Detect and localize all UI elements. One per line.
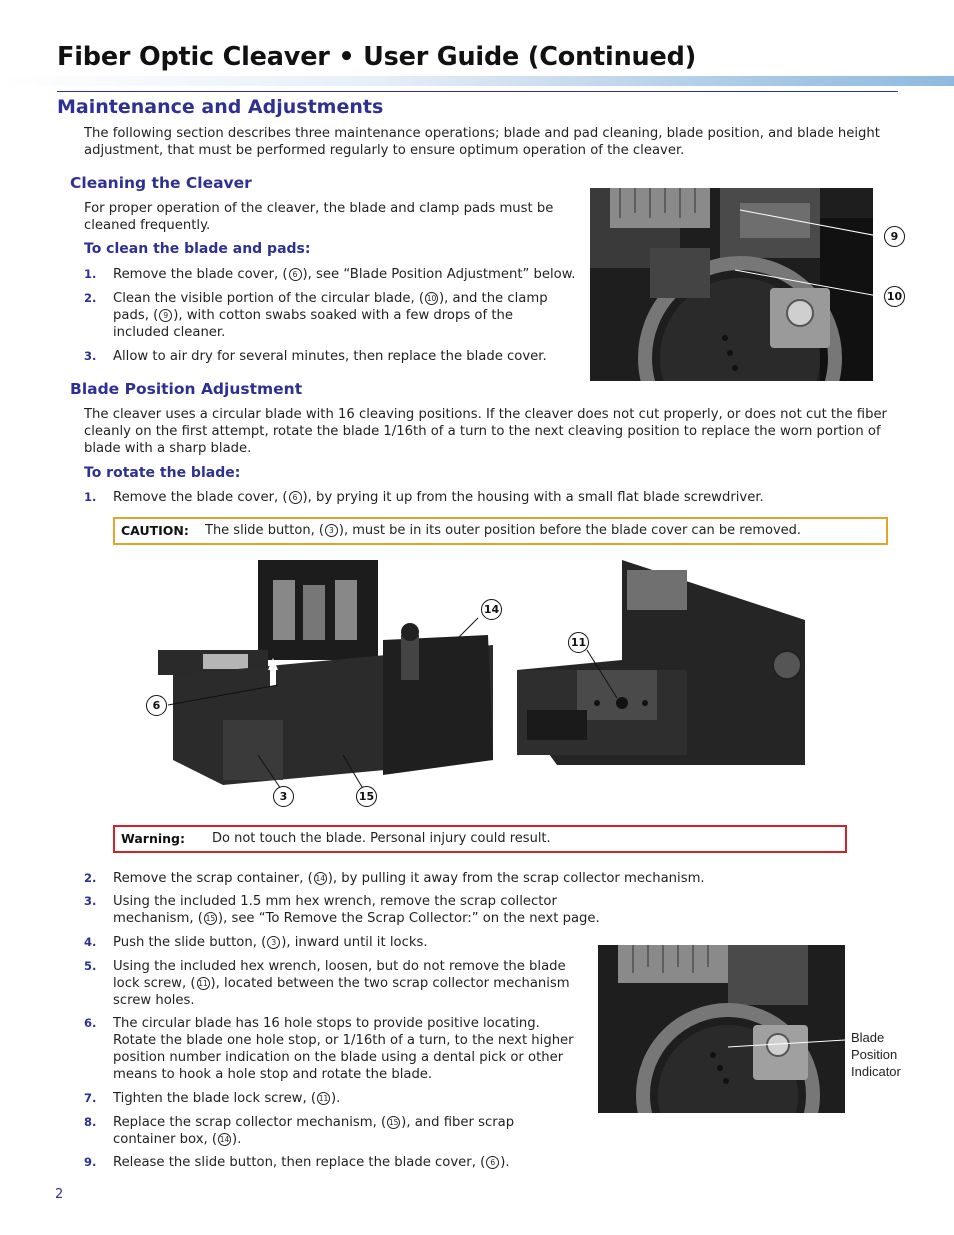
ref-circle: 9 bbox=[159, 309, 172, 322]
maintenance-intro: The following section describes three maintenance operations; blade and pad cleaning, blade position, and blade height adjustment, that must be performed regularly to ensure optimum operation of the cleaver. bbox=[84, 126, 880, 158]
callout-14: 14 bbox=[481, 599, 502, 620]
photo-cleaver-overview bbox=[113, 560, 527, 810]
step-number: 2. bbox=[84, 291, 97, 305]
rotate-step-6: 6. The circular blade has 16 hole stops to provide positive locating. Rotate the blade one hole stop, or 1/16th of a turn, to the next higher position number indication on the blade using a dental pick or other means to hook a hole stop and rotate the blade. bbox=[84, 1016, 574, 1082]
clean-step-2: 2. Clean the visible portion of the circular blade, ( 10 ), and the clamp pads, ( 9 ), with cotton swabs soaked with a few drops of the included cleaner. bbox=[84, 291, 548, 340]
rotate-step-4: 4. Push the slide button, ( 3 ), inward until it locks. bbox=[84, 935, 428, 950]
photo-blade-pads-illustration bbox=[590, 188, 873, 381]
ref-circle: 14 bbox=[219, 1135, 230, 1144]
callout-10: 10 bbox=[884, 286, 905, 307]
title-gradient-bar bbox=[0, 76, 954, 86]
subheading-rotate-blade: To rotate the blade: bbox=[84, 465, 241, 481]
rotate-step-9: 9. Release the slide button, then replace the blade cover, ( 6 ). bbox=[84, 1155, 510, 1170]
photo-blade-position-indicator bbox=[598, 945, 845, 1113]
section-heading-maintenance: Maintenance and Adjustments bbox=[57, 96, 384, 118]
ref-circle: 3 bbox=[325, 524, 338, 537]
step-number: 7. bbox=[84, 1091, 97, 1105]
callout-11: 11 bbox=[568, 632, 589, 653]
callout-15: 15 bbox=[356, 786, 377, 807]
ref-circle: 6 bbox=[289, 268, 302, 281]
ref-circle: 6 bbox=[289, 491, 302, 504]
ref-circle: 15 bbox=[205, 914, 216, 923]
cleaning-intro: For proper operation of the cleaver, the blade and clamp pads must be cleaned frequently. bbox=[84, 201, 554, 233]
rotate-step-3: 3. Using the included 1.5 mm hex wrench, remove the scrap collector mechanism, ( 15 ), see “To Remove the Scrap Collector:” on the next page. bbox=[84, 894, 600, 926]
heading-blade-position: Blade Position Adjustment bbox=[70, 380, 303, 398]
photo-indicator-illustration bbox=[598, 945, 845, 1113]
photo-cleaver-illustration bbox=[113, 560, 527, 810]
step-number: 1. bbox=[84, 490, 97, 504]
blade-position-indicator-label: Blade Position Indicator bbox=[851, 1030, 901, 1079]
warning-box bbox=[113, 825, 847, 853]
caution-box bbox=[113, 517, 888, 545]
page-title: Fiber Optic Cleaver • User Guide (Continued) bbox=[57, 42, 697, 72]
step-number: 6. bbox=[84, 1016, 97, 1030]
callout-6: 6 bbox=[146, 695, 167, 716]
caution-text: The slide button, ( 3 ), must be in its outer position before the blade cover can be removed. bbox=[205, 523, 802, 538]
step-number: 3. bbox=[84, 894, 97, 908]
step-number: 4. bbox=[84, 935, 97, 949]
photo-lock-screw-illustration bbox=[517, 560, 805, 765]
step-number: 3. bbox=[84, 349, 97, 363]
ref-circle: 3 bbox=[267, 936, 280, 949]
section-rule bbox=[57, 91, 898, 92]
ref-circle: 10 bbox=[426, 294, 437, 303]
photo-blade-pads bbox=[590, 188, 873, 381]
warning-text: Do not touch the blade. Personal injury could result. bbox=[212, 831, 551, 846]
rotate-step-5: 5. Using the included hex wrench, loosen, but do not remove the blade lock screw, ( 11 ), located between the two scrap collector mechanism screw holes. bbox=[84, 959, 570, 1008]
rotate-step-7: 7. Tighten the blade lock screw, ( 11 ). bbox=[84, 1091, 341, 1106]
subheading-clean-blade: To clean the blade and pads: bbox=[84, 241, 311, 257]
step-number: 2. bbox=[84, 871, 97, 885]
warning-label: Warning: bbox=[121, 831, 185, 846]
ref-circle: 14 bbox=[315, 874, 326, 883]
rotate-step-2: 2. Remove the scrap container, ( 14 ), by pulling it away from the scrap collector mechanism. bbox=[84, 871, 705, 886]
rotate-step-1: 1. Remove the blade cover, ( 6 ), by prying it up from the housing with a small flat blade screwdriver. bbox=[84, 490, 764, 505]
ref-circle: 11 bbox=[198, 979, 208, 988]
step-number: 5. bbox=[84, 959, 97, 973]
step-number: 8. bbox=[84, 1115, 97, 1129]
clean-step-3: 3. Allow to air dry for several minutes, then replace the blade cover. bbox=[84, 349, 547, 364]
callout-3: 3 bbox=[273, 786, 294, 807]
step-number: 9. bbox=[84, 1155, 97, 1169]
blade-position-intro: The cleaver uses a circular blade with 16 cleaving positions. If the cleaver does not cut properly, or does not cut the fiber cleanly on the first attempt, rotate the blade 1/16th of a turn to the next cleaving position to replace the worn portion of blade with a sharp blade. bbox=[84, 407, 887, 456]
clean-step-1: 1. Remove the blade cover, ( 6 ), see “Blade Position Adjustment” below. bbox=[84, 267, 576, 282]
ref-circle: 15 bbox=[388, 1118, 399, 1127]
caution-label: CAUTION: bbox=[121, 523, 189, 538]
ref-circle: 11 bbox=[318, 1094, 329, 1103]
rotate-step-8: 8. Replace the scrap collector mechanism, ( 15 ), and fiber scrap container box, ( 14 ). bbox=[84, 1115, 515, 1147]
heading-cleaning: Cleaning the Cleaver bbox=[70, 174, 252, 192]
photo-blade-lock-screw bbox=[517, 560, 805, 765]
callout-9: 9 bbox=[884, 226, 905, 247]
ref-circle: 6 bbox=[486, 1156, 499, 1169]
step-number: 1. bbox=[84, 267, 97, 281]
page-number: 2 bbox=[55, 1187, 64, 1202]
